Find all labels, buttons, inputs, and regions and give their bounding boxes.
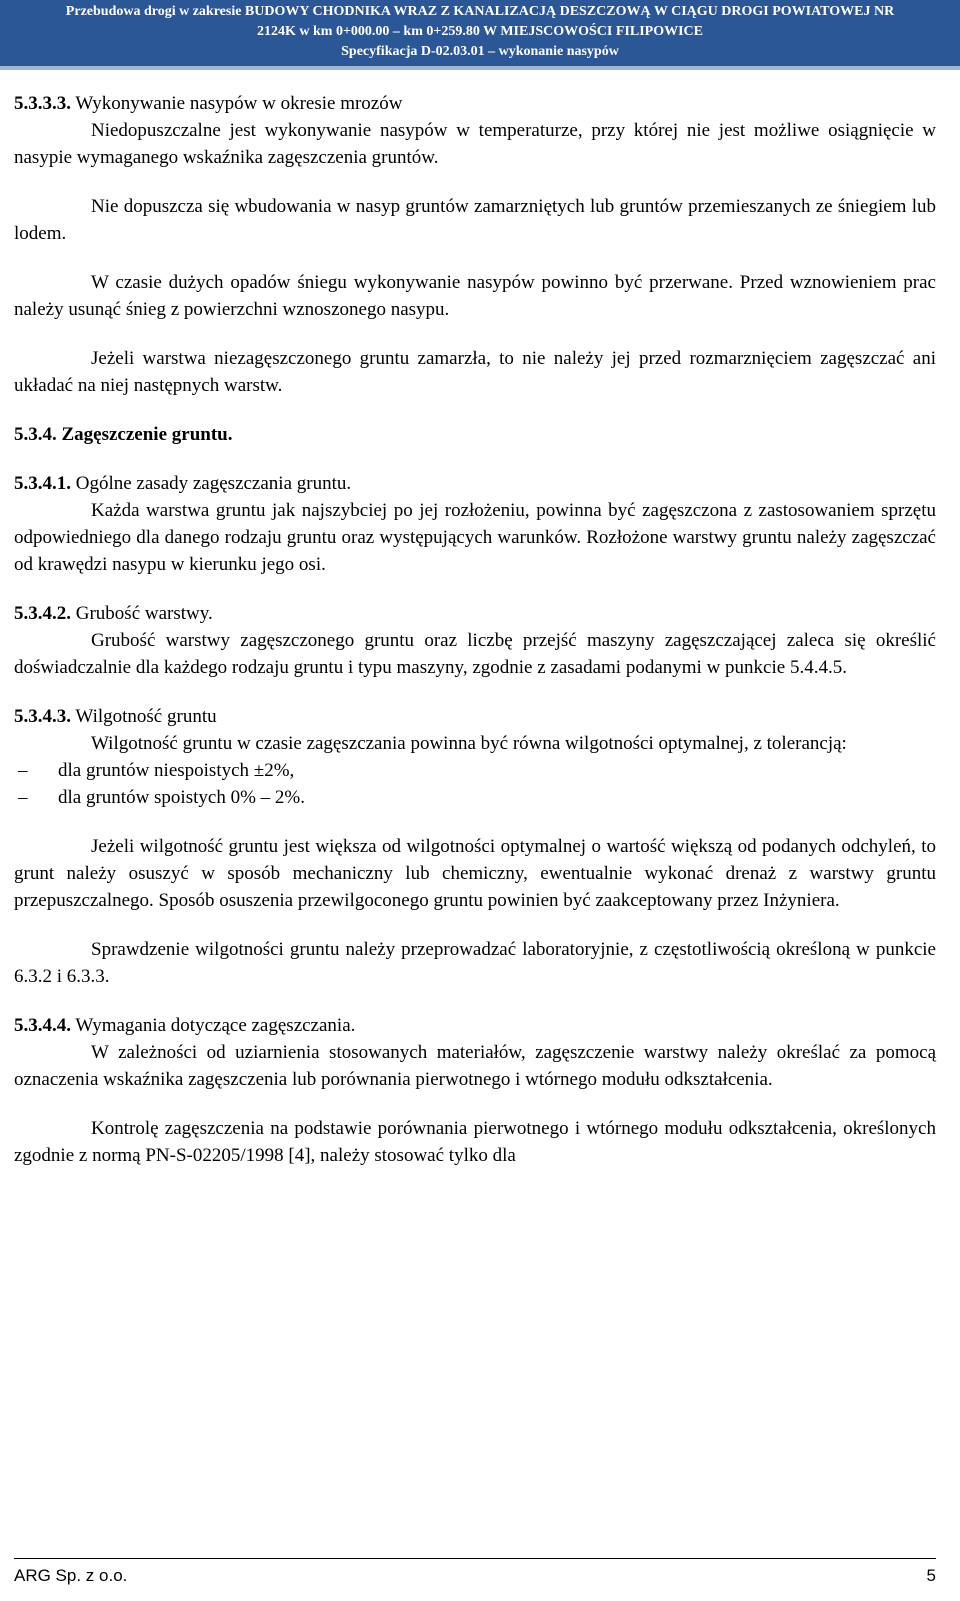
paragraph: W czasie dużych opadów śniegu wykonywanie nasypów powinno być przerwane. Przed wznowieniem prac należy usunąć śnieg z powierzchni wznoszonego nasypu. xyxy=(14,272,936,320)
paragraph: Sprawdzenie wilgotności gruntu należy przeprowadzać laboratoryjnie, z częstotliwością określoną w punkcie 6.3.2 i 6.3.3. xyxy=(14,939,936,987)
paragraph: Niedopuszczalne jest wykonywanie nasypów w temperaturze, przy której nie jest możliwe osiągnięcie w nasypie wymaganego wskaźnika zagęszczenia gruntów. xyxy=(14,120,936,168)
list-item xyxy=(14,784,936,811)
section-number: 5.3.4.1. xyxy=(14,473,71,494)
section-5341-heading xyxy=(14,470,936,497)
header-divider xyxy=(0,66,960,70)
paragraph: W zależności od uziarnienia stosowanych materiałów, zagęszczenie warstwy należy określać za pomocą oznaczenia wskaźnika zagęszczenia lub porównania pierwotnego i wtórnego modułu odkształcenia. xyxy=(14,1042,936,1090)
section-title: Wykonywanie nasypów w okresie mrozów xyxy=(71,93,403,114)
section-number: 5.3.4.2. xyxy=(14,603,71,624)
header-line-2: 2124K w km 0+000.00 – km 0+259.80 W MIEJSCOWOŚCI FILIPOWICE xyxy=(257,24,703,39)
paragraph: Grubość warstwy zagęszczonego gruntu oraz liczbę przejść maszyny zagęszczającej zaleca się określić doświadczalnie dla każdego rodzaju gruntu i typu maszyny, zgodnie z zasadami podanymi w punkcie 5.4.4.5. xyxy=(14,630,936,678)
list-item xyxy=(14,757,936,784)
section-number: 5.3.3.3. xyxy=(14,93,71,114)
dash-bullet: – xyxy=(18,787,28,808)
paragraph: Nie dopuszcza się wbudowania w nasyp gruntów zamarzniętych lub gruntów przemieszanych ze śniegiem lub lodem. xyxy=(14,196,936,244)
dash-bullet: – xyxy=(18,760,28,781)
page-number: 5 xyxy=(926,1566,936,1585)
section-534-heading: 5.3.4. Zagęszczenie gruntu. xyxy=(14,424,233,445)
paragraph: Wilgotność gruntu w czasie zagęszczania powinna być równa wilgotności optymalnej, z tolerancją: xyxy=(91,733,847,754)
paragraph: Każda warstwa gruntu jak najszybciej po jej rozłożeniu, powinna być zagęszczona z zastosowaniem sprzętu odpowiedniego dla danego rodzaju gruntu oraz występujących warunków. Rozłożone warstwy gruntu należy zagęszczać od krawędzi nasypu w kierunku jego osi. xyxy=(14,500,936,575)
paragraph: Jeżeli wilgotność gruntu jest większa od wilgotności optymalnej o wartość większą od podanych odchyleń, to grunt należy osuszyć w sposób mechaniczny lub chemiczny, ewentualnie wykonać drenaż z warstwy gruntu przepuszczalnego. Sposób osuszenia przewilgoconego gruntu powinien być zaakceptowany przez Inżyniera. xyxy=(14,836,936,911)
section-title: Grubość warstwy. xyxy=(71,603,213,624)
footer-divider xyxy=(14,1558,936,1559)
section-5344-heading xyxy=(14,1012,936,1039)
paragraph: Jeżeli warstwa niezagęszczonego gruntu zamarzła, to nie należy jej przed rozmarznięciem zagęszczać ani układać na niej następnych warstw. xyxy=(14,348,936,396)
section-5342-heading xyxy=(14,600,936,627)
list-item-text: dla gruntów spoistych 0% – 2%. xyxy=(58,787,305,808)
paragraph: Kontrolę zagęszczenia na podstawie porównania pierwotnego i wtórnego modułu odkształcenia, określonych zgodnie z normą PN-S-02205/1998 [4], należy stosować tylko dla xyxy=(14,1118,936,1166)
document-header xyxy=(0,0,960,66)
section-5343-heading xyxy=(14,703,936,730)
company-name: ARG Sp. z o.o. xyxy=(14,1566,128,1585)
document-body xyxy=(14,90,936,1169)
section-title: Ogólne zasady zagęszczania gruntu. xyxy=(71,473,352,494)
list-item-text: dla gruntów niespoistych ±2%, xyxy=(58,760,295,781)
header-line-3: Specyfikacja D-02.03.01 – wykonanie nasypów xyxy=(341,44,619,59)
section-number: 5.3.4.4. xyxy=(14,1015,71,1036)
header-line-1: Przebudowa drogi w zakresie BUDOWY CHODNIKA WRAZ Z KANALIZACJĄ DESZCZOWĄ W CIĄGU DROGI POWIATOWEJ NR xyxy=(65,4,895,19)
section-title: Wilgotność gruntu xyxy=(71,706,217,727)
section-5333-heading xyxy=(14,90,936,117)
section-number: 5.3.4.3. xyxy=(14,706,71,727)
section-title: Wymagania dotyczące zagęszczania. xyxy=(71,1015,356,1036)
